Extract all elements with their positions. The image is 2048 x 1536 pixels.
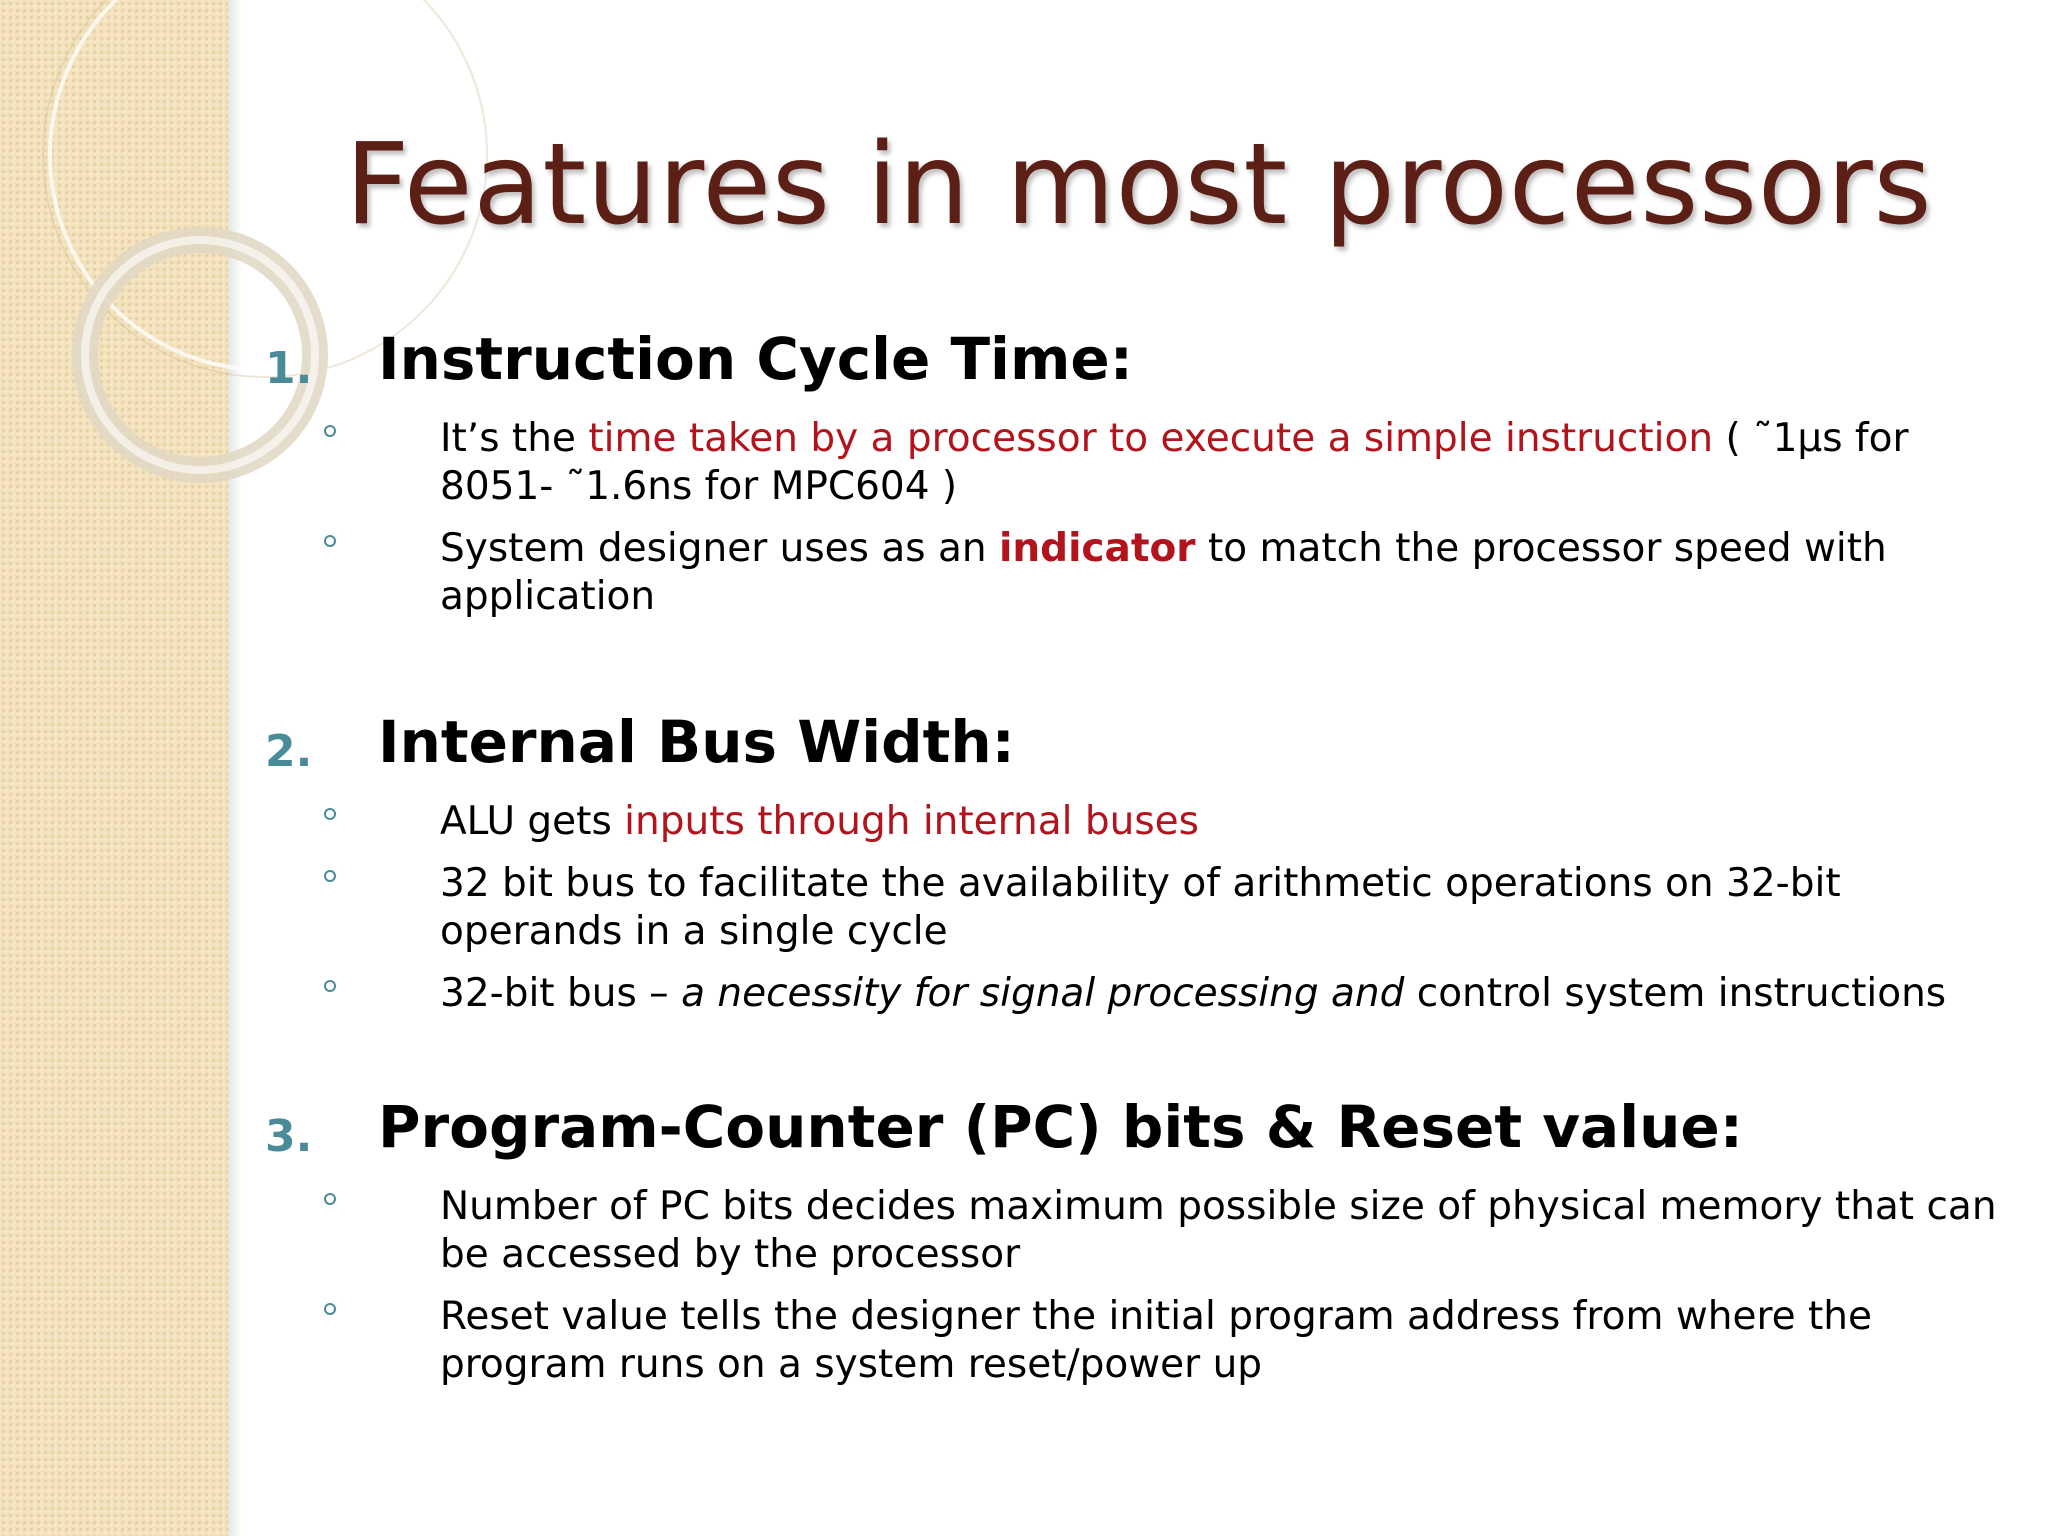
bullet-circle-icon <box>324 980 336 992</box>
section-heading: Program-Counter (PC) bits & Reset value: <box>378 1093 1743 1161</box>
bullet-circle-icon <box>324 535 336 547</box>
bullet-circle-icon <box>324 808 336 820</box>
bullet-circle-icon <box>324 870 336 882</box>
bullet-circle-icon <box>324 1303 336 1315</box>
list-item <box>0 1293 2048 1389</box>
bullet-text: Reset value tells the designer the initial program address from where the program runs on a system reset/power up <box>440 1294 1873 1387</box>
list-item <box>0 415 2048 511</box>
bullet-text: System designer uses as an indicator to match the processor speed with application <box>440 526 1887 619</box>
section-heading: Instruction Cycle Time: <box>378 325 1133 393</box>
list-item <box>0 970 2048 1018</box>
section-number: 1. <box>265 343 313 394</box>
bullet-list <box>0 415 2048 635</box>
list-item <box>0 798 2048 846</box>
bullet-circle-icon <box>324 1193 336 1205</box>
bullet-list <box>0 1183 2048 1403</box>
bullet-text: 32-bit bus – a necessity for signal processing and control system instructions <box>440 971 1947 1016</box>
bullet-circle-icon <box>324 425 336 437</box>
section-number: 3. <box>265 1111 313 1162</box>
list-item <box>0 860 2048 956</box>
bullet-text: Number of PC bits decides maximum possible size of physical memory that can be accessed by the processor <box>440 1184 1997 1277</box>
section-number: 2. <box>265 726 313 777</box>
bullet-text: 32 bit bus to facilitate the availability of arithmetic operations on 32-bit operands in a single cycle <box>440 861 1841 954</box>
section-heading: Internal Bus Width: <box>378 708 1015 776</box>
bullet-list <box>0 798 2048 1032</box>
bullet-text: It’s the time taken by a processor to execute a simple instruction ( ˜1μs for 8051- ˜1.6ns for MPC604 ) <box>440 416 1909 509</box>
list-item <box>0 1183 2048 1279</box>
bullet-text: ALU gets inputs through internal buses <box>440 799 1199 844</box>
list-item <box>0 525 2048 621</box>
slide-title: Features in most processors <box>345 120 1933 250</box>
